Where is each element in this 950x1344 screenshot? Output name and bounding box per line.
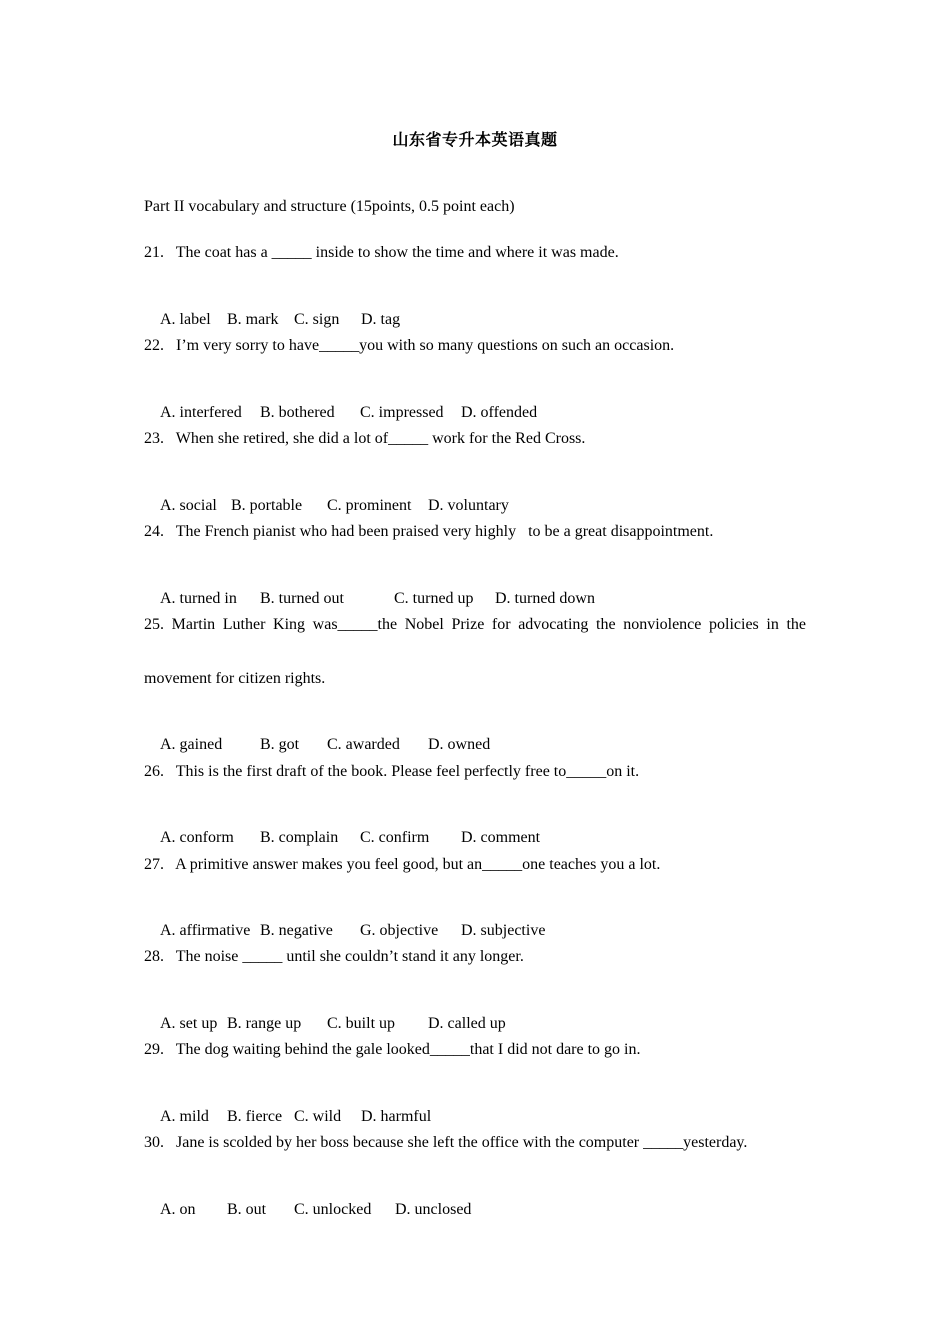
question-26-stem: 26. This is the first draft of the book. Please feel perfectly free to_____on it. — [144, 763, 640, 780]
option-b: B. out — [227, 1201, 267, 1218]
option-d: D. called up — [428, 1015, 506, 1032]
section-heading: Part II vocabulary and structure (15points, 0.5 point each) — [144, 198, 515, 215]
option-b: B. fierce — [227, 1108, 283, 1125]
option-d: D. tag — [361, 311, 401, 328]
option-d: D. harmful — [361, 1108, 432, 1125]
option-b: B. turned out — [260, 590, 344, 607]
option-a: A. conform — [160, 829, 234, 846]
option-b: B. got — [260, 736, 300, 753]
question-25-stem-continued: movement for citizen rights. — [144, 670, 326, 687]
option-a: A. label — [160, 311, 211, 328]
option-a: A. turned in — [160, 590, 237, 607]
option-b: B. complain — [260, 829, 339, 846]
question-25-stem: 25. Martin Luther King was_____the Nobel Prize for advocating the nonviolence policies in the — [144, 616, 806, 633]
option-d: D. unclosed — [395, 1201, 472, 1218]
question-30-options — [144, 1180, 471, 1240]
option-a: A. interfered — [160, 404, 242, 421]
option-c: C. unlocked — [294, 1201, 372, 1218]
option-c: C. sign — [294, 311, 340, 328]
option-c: C. awarded — [327, 736, 400, 753]
question-30-stem: 30. Jane is scolded by her boss because she left the office with the computer _____yesterday. — [144, 1134, 748, 1151]
question-27-stem: 27. A primitive answer makes you feel good, but an_____one teaches you a lot. — [144, 856, 661, 873]
option-b: B. negative — [260, 922, 333, 939]
option-c: C. turned up — [394, 590, 474, 607]
question-29-stem: 29. The dog waiting behind the gale looked_____that I did not dare to go in. — [144, 1041, 641, 1058]
option-d: D. owned — [428, 736, 491, 753]
option-c: G. objective — [360, 922, 439, 939]
option-b: B. bothered — [260, 404, 335, 421]
option-a: A. mild — [160, 1108, 209, 1125]
option-c: C. built up — [327, 1015, 396, 1032]
option-b: B. portable — [231, 497, 303, 514]
option-d: D. offended — [461, 404, 538, 421]
option-a: A. gained — [160, 736, 223, 753]
option-a: A. on — [160, 1201, 196, 1218]
option-c: C. confirm — [360, 829, 430, 846]
option-d: D. voluntary — [428, 497, 509, 514]
option-a: A. affirmative — [160, 922, 251, 939]
option-a: A. set up — [160, 1015, 218, 1032]
option-c: C. wild — [294, 1108, 342, 1125]
question-28-stem: 28. The noise _____ until she couldn’t stand it any longer. — [144, 948, 524, 965]
option-c: C. prominent — [327, 497, 412, 514]
option-b: B. mark — [227, 311, 279, 328]
question-22-stem: 22. I’m very sorry to have_____you with so many questions on such an occasion. — [144, 337, 675, 354]
option-b: B. range up — [227, 1015, 302, 1032]
option-d: D. subjective — [461, 922, 546, 939]
option-c: C. impressed — [360, 404, 444, 421]
option-d: D. comment — [461, 829, 541, 846]
question-21-stem: 21. The coat has a _____ inside to show the time and where it was made. — [144, 244, 619, 261]
option-d: D. turned down — [495, 590, 595, 607]
document-title: 山东省专升本英语真题 — [392, 130, 558, 149]
option-a: A. social — [160, 497, 217, 514]
question-24-stem: 24. The French pianist who had been praised very highly to be a great disappointment. — [144, 523, 714, 540]
question-23-stem: 23. When she retired, she did a lot of_____ work for the Red Cross. — [144, 430, 586, 447]
